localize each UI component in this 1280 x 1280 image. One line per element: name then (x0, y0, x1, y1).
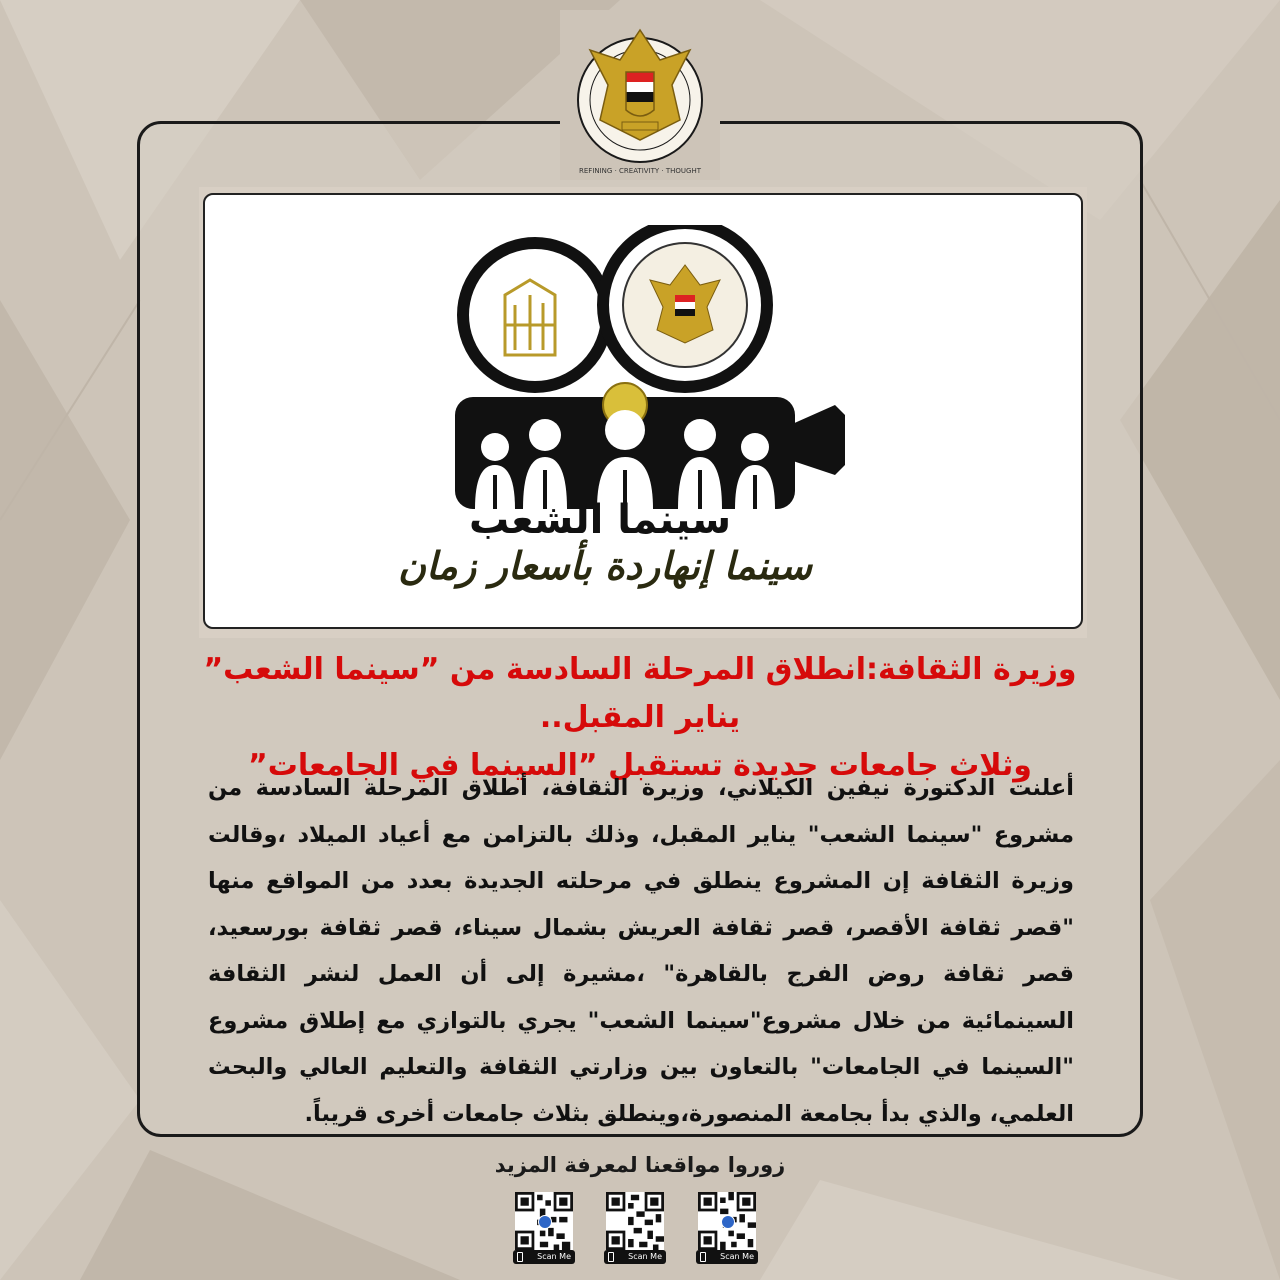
eagle-emblem-icon (560, 10, 720, 180)
twitter-icon (721, 1215, 735, 1229)
logo-slogan: سينما إنهاردة بأسعار زمان (398, 543, 812, 588)
ministry-emblem (560, 10, 720, 180)
scan-me-label: Scan Me (604, 1250, 666, 1264)
qr-code-facebook[interactable] (515, 1192, 573, 1266)
headline-line-1: وزيرة الثقافة:انطلاق المرحلة السادسة من ”سينما الشعب” يناير المقبل.. (203, 652, 1077, 735)
phone-icon (517, 1252, 523, 1262)
qr-code-website[interactable] (606, 1192, 664, 1266)
facebook-icon (538, 1215, 552, 1229)
qr-code-icon (606, 1192, 664, 1250)
phone-icon (608, 1252, 614, 1262)
article-body: أعلنت الدكتورة نيفين الكيلاني، وزيرة الثقافة، أطلاق المرحلة السادسة من مشروع "سينما الشعب" يناير المقبل، وذلك بالتزامن مع أعياد الميلاد ،وقالت وزيرة الثقافة إن المشروع ينطلق في مرحلته الجديدة بعدد من المواقع منها "قصر ثقافة الأقصر، قصر ثقافة العريش بشمال سيناء، قصر ثقافة بورسعيد، قصر ثقافة روض الفرج بالقاهرة" ،مشيرة إلى أن العمل لنشر الثقافة السينمائية من خلال مشروع"سينما الشعب" يجري بالتوازي مع إطلاق مشروع "السينما في الجامعات" بالتعاون بين وزارتي الثقافة والتعليم العالي والبحث العلمي، والذي بدأ بجامعة المنصورة،وينطلق بثلاث جامعات أخرى قريباً. (208, 775, 1074, 1127)
headline-line-2: وثلاث جامعات جديدة تستقبل ”السينما في الجامعات” (248, 748, 1032, 783)
qr-code-twitter[interactable] (698, 1192, 756, 1266)
people-cinema-camera-icon (435, 225, 855, 525)
logo-title: سينما الشعب (468, 497, 732, 543)
svg-text:REFINING · CREATIVITY · THOUGH: REFINING · CREATIVITY · THOUGHT (579, 167, 701, 175)
cinema-logo-panel (199, 187, 1087, 638)
visit-sites-label: زوروا مواقعنا لمعرفة المزيد (494, 1153, 786, 1177)
phone-icon (700, 1252, 706, 1262)
scan-me-label: Scan Me (696, 1250, 758, 1264)
scan-me-label: Scan Me (513, 1250, 575, 1264)
logo-frame (203, 193, 1083, 629)
